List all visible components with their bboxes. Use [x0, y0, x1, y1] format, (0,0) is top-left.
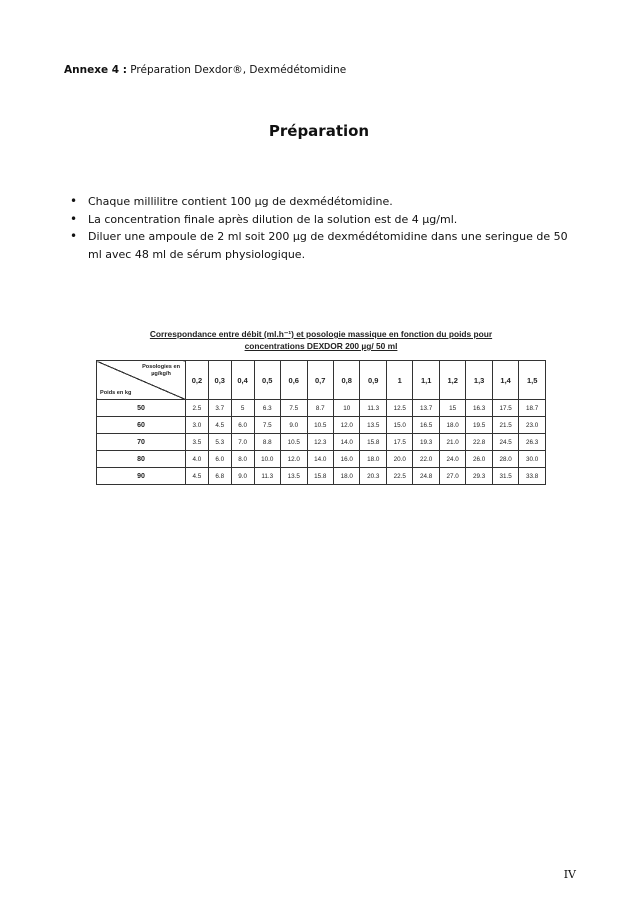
rate-cell: 28.0: [492, 451, 518, 468]
rate-cell: 22.8: [466, 434, 492, 451]
table-row: [97, 434, 546, 451]
bullet-item: • Chaque millilitre contient 100 µg de dexmédétomidine.: [64, 193, 584, 211]
dose-header-cell: 1,1: [413, 361, 439, 400]
dose-header-cell: 1,3: [466, 361, 492, 400]
rate-cell: 5.3: [208, 434, 231, 451]
rate-cell: 7.5: [254, 417, 280, 434]
rate-cell: 14.0: [333, 434, 359, 451]
rate-cell: 17.5: [492, 400, 518, 417]
bullet-item: • La concentration finale après dilution de la solution est de 4 µg/ml.: [64, 211, 584, 229]
rate-cell: 11.3: [254, 468, 280, 485]
rate-cell: 12.5: [386, 400, 412, 417]
rate-cell: 4.5: [186, 468, 209, 485]
rate-cell: 13.5: [360, 417, 386, 434]
table-row: [97, 468, 546, 485]
rate-cell: 3.0: [186, 417, 209, 434]
rate-cell: 8.0: [231, 451, 254, 468]
rate-cell: 16.5: [413, 417, 439, 434]
rate-cell: 15.8: [360, 434, 386, 451]
rate-cell: 12.0: [281, 451, 307, 468]
dose-header-cell: 0,5: [254, 361, 280, 400]
rate-cell: 9.0: [231, 468, 254, 485]
table-caption-line-2: concentrations DEXDOR 200 µg/ 50 ml: [244, 341, 398, 351]
rate-cell: 5: [231, 400, 254, 417]
rate-cell: 22.0: [413, 451, 439, 468]
table-row: [97, 451, 546, 468]
dose-header-cell: 0,6: [281, 361, 307, 400]
dosage-header-row: [97, 361, 546, 400]
corner-posology-line-1: Posologies en: [142, 364, 180, 370]
weight-cell: 60: [97, 417, 186, 434]
rate-cell: 7.0: [231, 434, 254, 451]
corner-weight-label: Poids en kg: [100, 390, 132, 396]
rate-cell: 17.5: [386, 434, 412, 451]
table-corner-cell: [97, 361, 186, 400]
rate-cell: 20.0: [386, 451, 412, 468]
rate-cell: 24.8: [413, 468, 439, 485]
rate-cell: 21.0: [439, 434, 465, 451]
rate-cell: 18.0: [360, 451, 386, 468]
rate-cell: 6.8: [208, 468, 231, 485]
weight-cell: 70: [97, 434, 186, 451]
weight-cell: 90: [97, 468, 186, 485]
corner-posology-line-2: µg/kg/h: [151, 371, 171, 377]
rate-cell: 6.0: [208, 451, 231, 468]
dose-header-cell: 0,3: [208, 361, 231, 400]
rate-cell: 4.5: [208, 417, 231, 434]
table-row: [97, 417, 546, 434]
dosage-table: [96, 360, 546, 485]
rate-cell: 3.5: [186, 434, 209, 451]
rate-cell: 31.5: [492, 468, 518, 485]
rate-cell: 30.0: [519, 451, 546, 468]
rate-cell: 16.0: [333, 451, 359, 468]
rate-cell: 9.0: [281, 417, 307, 434]
rate-cell: 10.5: [281, 434, 307, 451]
rate-cell: 13.7: [413, 400, 439, 417]
weight-cell: 50: [97, 400, 186, 417]
rate-cell: 18.0: [439, 417, 465, 434]
rate-cell: 24.5: [492, 434, 518, 451]
page-number: IV: [563, 868, 576, 881]
rate-cell: 26.3: [519, 434, 546, 451]
rate-cell: 29.3: [466, 468, 492, 485]
dose-header-cell: 0,2: [186, 361, 209, 400]
rate-cell: 8.8: [254, 434, 280, 451]
rate-cell: 8.7: [307, 400, 333, 417]
rate-cell: 19.3: [413, 434, 439, 451]
rate-cell: 22.5: [386, 468, 412, 485]
page-title-text: Préparation: [268, 122, 370, 140]
rate-cell: 18.0: [333, 468, 359, 485]
rate-cell: 10: [333, 400, 359, 417]
table-caption-line-1: Correspondance entre débit (ml.h⁻¹) et posologie massique en fonction du poids pour: [149, 329, 493, 339]
corner-posology-label: [142, 364, 180, 378]
rate-cell: 3.7: [208, 400, 231, 417]
rate-cell: 24.0: [439, 451, 465, 468]
rate-cell: 6.3: [254, 400, 280, 417]
dose-header-cell: 0,7: [307, 361, 333, 400]
annexe-header: [64, 64, 346, 76]
dose-header-cell: 1,5: [519, 361, 546, 400]
rate-cell: 6.0: [231, 417, 254, 434]
rate-cell: 33.8: [519, 468, 546, 485]
rate-cell: 27.0: [439, 468, 465, 485]
rate-cell: 15.8: [307, 468, 333, 485]
page-title: [0, 122, 638, 140]
table-row: [97, 400, 546, 417]
rate-cell: 14.0: [307, 451, 333, 468]
dose-header-cell: 1,4: [492, 361, 518, 400]
table-caption: [96, 328, 546, 352]
rate-cell: 18.7: [519, 400, 546, 417]
rate-cell: 26.0: [466, 451, 492, 468]
rate-cell: 15: [439, 400, 465, 417]
rate-cell: 15.0: [386, 417, 412, 434]
rate-cell: 2.5: [186, 400, 209, 417]
rate-cell: 20.3: [360, 468, 386, 485]
rate-cell: 12.0: [333, 417, 359, 434]
dose-header-cell: 0,4: [231, 361, 254, 400]
dose-header-cell: 0,8: [333, 361, 359, 400]
annexe-text: Préparation Dexdor®, Dexmédétomidine: [126, 64, 347, 76]
dose-header-cell: 1,2: [439, 361, 465, 400]
weight-cell: 80: [97, 451, 186, 468]
rate-cell: 12.3: [307, 434, 333, 451]
dose-header-cell: 0,9: [360, 361, 386, 400]
bullet-list: [64, 193, 584, 263]
rate-cell: 4.0: [186, 451, 209, 468]
rate-cell: 21.5: [492, 417, 518, 434]
rate-cell: 23.0: [519, 417, 546, 434]
rate-cell: 19.5: [466, 417, 492, 434]
rate-cell: 16.3: [466, 400, 492, 417]
annexe-label: Annexe 4 :: [64, 64, 127, 76]
rate-cell: 10.0: [254, 451, 280, 468]
rate-cell: 11.3: [360, 400, 386, 417]
rate-cell: 10.5: [307, 417, 333, 434]
bullet-item: • Diluer une ampoule de 2 ml soit 200 µg de dexmédétomidine dans une seringue de 50 ml avec 48 ml de sérum physiologique.: [64, 228, 584, 263]
rate-cell: 13.5: [281, 468, 307, 485]
dose-header-cell: 1: [386, 361, 412, 400]
rate-cell: 7.5: [281, 400, 307, 417]
